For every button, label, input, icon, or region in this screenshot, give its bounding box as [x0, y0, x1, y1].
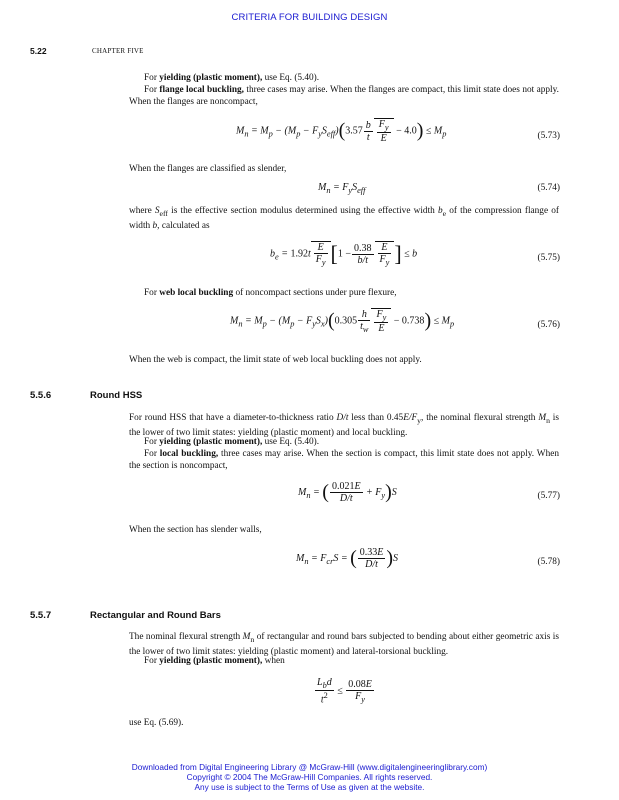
paragraph-web-compact: When the web is compact, the limit state of web local buckling does not apply. — [129, 355, 422, 365]
equation-number-5-73: (5.73) — [537, 131, 560, 141]
paragraph-flange-local-buckling: For flange local buckling, three cases may arise. When the flanges are compact, this limit state does not apply. When the flanges are noncompact, — [129, 85, 559, 108]
equation-number-5-78: (5.78) — [537, 557, 560, 567]
paragraph-slender-walls: When the section has slender walls, — [129, 525, 262, 535]
equation-number-5-76: (5.76) — [537, 320, 560, 330]
footer-copyright: Copyright © 2004 The McGraw-Hill Companies. All rights reserved. — [186, 772, 433, 782]
equation-5-75: $b_e = 1.92t$ $\frac{E}{F_y}$ [1 − $\frac{0.38}{b/t}$ $\frac{E}{F_y}$ ] ≤ b — [270, 241, 418, 267]
paragraph-hss-local-buckling: For local buckling, three cases may arise. When the section is compact, this limit state does not apply. When the section is noncompact, — [129, 449, 559, 472]
paragraph-web-local-buckling: For web local buckling of noncompact sections under pure flexure, — [144, 288, 397, 298]
paragraph-use-eq: use Eq. (5.69). — [129, 718, 184, 728]
running-header: CRITERIA FOR BUILDING DESIGN — [231, 12, 388, 23]
paragraph-hss-yielding: For yielding (plastic moment), use Eq. (5.40). — [144, 437, 320, 447]
paragraph-bars: The nominal flexural strength $M_n$ of rectangular and round bars subjected to bending about either geometric axis is the lower of two limit states: yielding (plastic moment) and lateral-torsional buckling. — [129, 632, 559, 658]
equation-number-5-74: (5.74) — [537, 183, 560, 193]
paragraph-bars-yielding: For yielding (plastic moment), when — [144, 656, 285, 666]
paragraph-round-hss: For round HSS that have a diameter-to-thickness ratio D/t less than $0.45E/F_y$, the nominal flexural strength $M_n$ is the lower of two limit states: yielding (plastic moment) and local buckling. — [129, 413, 560, 439]
section-heading-round-hss: 5.5.6 Round HSS — [30, 390, 143, 401]
equation-5-76: $M_n = M_p - (M_p - F_yS_x)(0.305$ $\frac{h}{t_w}$ $\frac{F_y}{E}$ − $0.738) \le M_p$ — [230, 308, 455, 334]
chapter-label: CHAPTER FIVE — [92, 47, 144, 55]
equation-number-5-75: (5.75) — [537, 253, 560, 263]
paragraph-yielding: For yielding (plastic moment), use Eq. (5.40). — [144, 73, 320, 83]
paragraph-effective-width: where $S_{eff}$ is the effective section modulus determined using the effective width $b_e$ of the compression flange of width b, calculated as — [129, 206, 559, 232]
section-heading-bars: 5.5.7 Rectangular and Round Bars — [30, 610, 221, 621]
equation-5-73: $M_n = M_p - (M_p - F_yS_{eff})(3.57$ $\frac{b}{t}$ $\frac{F_y}{E}$ − $4.0) \le M_p$ — [236, 119, 447, 144]
equation-5-74: $M_n = F_yS_{eff}$ — [318, 182, 366, 195]
paragraph-slender-flanges: When the flanges are classified as slender, — [129, 164, 287, 174]
equation-number-5-77: (5.77) — [537, 491, 560, 501]
equation-bar-limit: $\frac{L_bd}{t^2}$ ≤ $\frac{0.08E}{F_y}$ — [317, 677, 372, 706]
equation-5-77: $M_n$ = ( $\frac{0.021E}{D/t}$ + $F_y)S$ — [298, 481, 397, 504]
page-number: 5.22 — [30, 46, 47, 56]
footer-download-notice: Downloaded from Digital Engineering Library @ McGraw-Hill (www.digitalengineeringlibrary.com) — [131, 762, 488, 772]
equation-5-78: $M_n = F_{cr}S$ = ( $\frac{0.33E}{D/t}$ )S — [296, 547, 399, 570]
footer-terms: Any use is subject to the Terms of Use as given at the website. — [194, 782, 425, 792]
